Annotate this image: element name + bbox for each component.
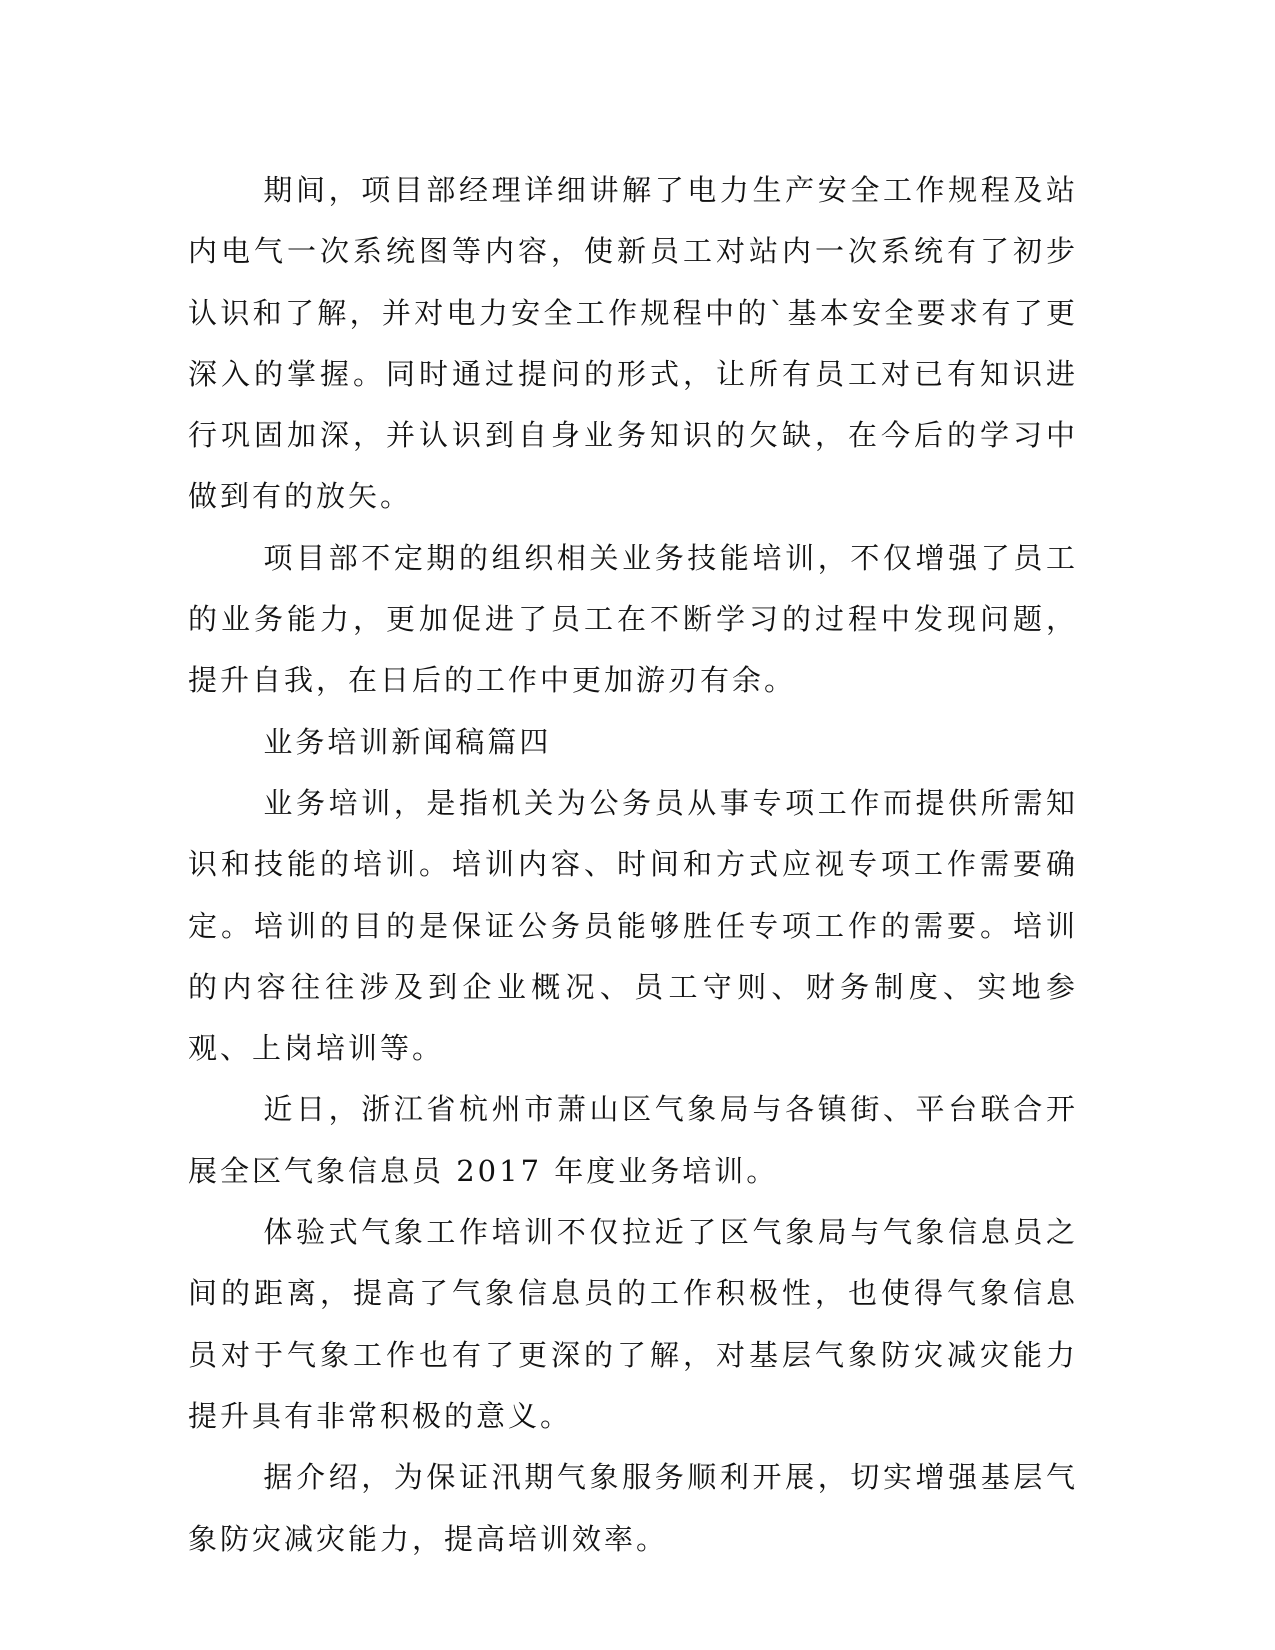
paragraph: 业务培训，是指机关为公务员从事专项工作而提供所需知识和技能的培训。培训内容、时间和方式应视专项工作需要确定。培训的目的是保证公务员能够胜任专项工作的需要。培训的内容往往涉及到企业概况、员工守则、财务制度、实地参观、上岗培训等。	[188, 785, 1078, 1066]
paragraph: 据介绍，为保证汛期气象服务顺利开展，切实增强基层气象防灾减灾能力，提高培训效率。	[188, 1460, 1078, 1556]
document-body	[188, 160, 1078, 1570]
section-heading: 业务培训新闻稿篇四	[263, 724, 552, 759]
paragraph: 项目部不定期的组织相关业务技能培训，不仅增强了员工的业务能力，更加促进了员工在不断学习的过程中发现问题，提升自我，在日后的工作中更加游刃有余。	[188, 540, 1078, 698]
paragraph: 期间，项目部经理详细讲解了电力生产安全工作规程及站内电气一次系统图等内容，使新员工对站内一次系统有了初步认识和了解，并对电力安全工作规程中的`基本安全要求有了更深入的掌握。同时通过提问的形式，让所有员工对已有知识进行巩固加深，并认识到自身业务知识的欠缺，在今后的学习中做到有的放矢。	[188, 173, 1078, 514]
paragraph: 近日，浙江省杭州市萧山区气象局与各镇街、平台联合开展全区气象信息员 2017 年度业务培训。	[188, 1092, 1078, 1188]
paragraph: 体验式气象工作培训不仅拉近了区气象局与气象信息员之间的距离，提高了气象信息员的工作积极性，也使得气象信息员对于气象工作也有了更深的了解，对基层气象防灾减灾能力提升具有非常积极的意义。	[188, 1215, 1078, 1433]
